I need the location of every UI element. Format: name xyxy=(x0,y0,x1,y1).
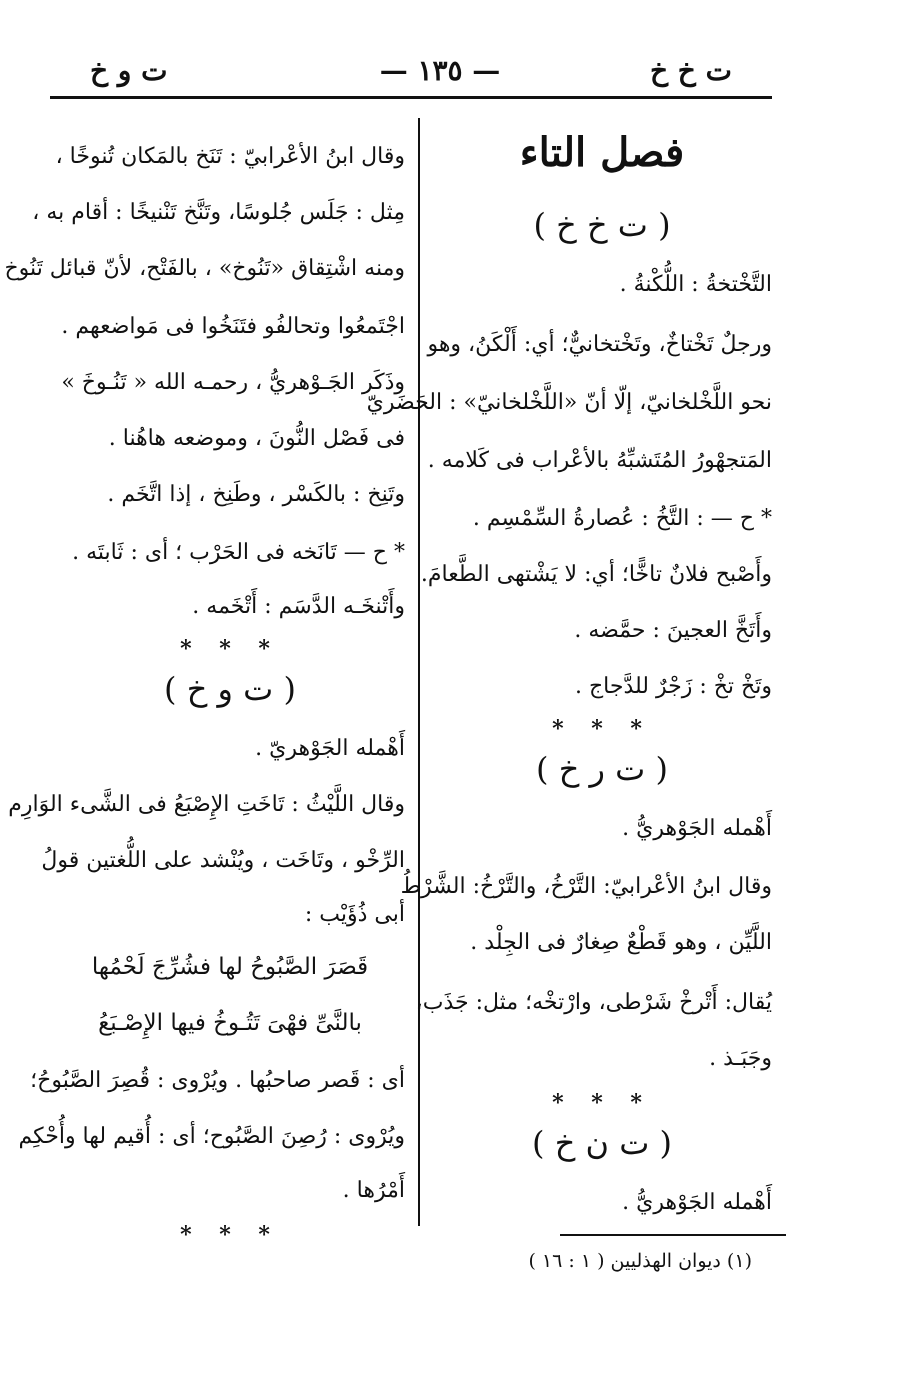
text-line: ويُرْوى : رُصِنَ الصَّبُوح؛ أى : أُقيم لها وأُحْكِم xyxy=(18,1124,405,1149)
text-line: وذَكَر الجَـوْهريُّ ، رحمـه الله « تَنُـوخَ » xyxy=(61,370,405,395)
text-line: وجَبَـذ . xyxy=(709,1046,772,1071)
section-separator: * * * xyxy=(180,1222,280,1248)
text-line: وتَنِخ : بالكَسْر ، وطَنِخ ، إذا اتَّخَم . xyxy=(107,482,405,507)
text-line: أَمْرُها . xyxy=(342,1178,405,1203)
header-root-left: ت و خ xyxy=(90,54,168,87)
page-number: — ١٣٥ — xyxy=(379,54,501,87)
text-line: أَهْمله الجَوْهريّ . xyxy=(255,736,405,761)
text-line: وأَتْنخَـه الدَّسَم : أَتْخَمه . xyxy=(192,594,405,619)
text-line: نحو اللَّخْلخانيّ، إلّا أنّ «اللَّخْلخانيّ» : الحَضَريّ xyxy=(366,390,772,415)
page-header xyxy=(50,48,772,94)
verse-line: بالنَّىِّ فهْىَ تَتُـوخُ فيها الإِصْـبَعُ xyxy=(98,1010,362,1036)
section-title: فصل التاء xyxy=(519,129,685,176)
text-line: وقال ابنُ الأعْرابيّ : تَنَخ بالمَكان تُنوخًا ، xyxy=(55,144,405,169)
text-line: أَهْمله الجَوْهريُّ . xyxy=(622,1190,772,1215)
root-heading: ( ت خ خ ) xyxy=(533,206,671,244)
text-line: مِثل : جَلَس جُلوسًا، وتَنَّخ تَنْنيخًا : أقام به ، xyxy=(32,200,405,225)
text-line: * ح — تَانَخه فى الحَرْب ؛ أى : ثَابتَه . xyxy=(72,540,405,565)
text-line: وأَتَخَّ العجينَ : حمَّضه . xyxy=(574,618,772,643)
text-line: فى فَصْل النُّونَ ، وموضعه هاهُنا . xyxy=(108,426,405,451)
root-heading: ( ت ن خ ) xyxy=(532,1124,672,1162)
text-line: الرِّخْو ، وتَاخَت ، ويُنْشد على اللُّغتين قولُ xyxy=(41,848,405,873)
text-line: ومنه اشْتِقاق «تَنُوخ» ، بالفَتْح، لأنّ قبائل تَنُوخ xyxy=(4,256,405,281)
text-line: أَهْمله الجَوْهريُّ . xyxy=(622,816,772,841)
footnote-rule xyxy=(560,1234,786,1236)
text-line: التَّخْتخةُ : اللُّكْنةُ . xyxy=(619,272,772,297)
text-line: اللَّيِّن ، وهو قَطْعٌ صِغارٌ فى الجِلْد . xyxy=(470,930,772,955)
footnote: (١) ديوان الهذليين ( ١ : ١٦ ) xyxy=(528,1250,752,1272)
text-line: وقال ابنُ الأعْرابيّ: التَّرْخُ، والتَّرْخُ: الشَّرْطُ xyxy=(400,874,772,899)
header-rule xyxy=(50,96,772,99)
text-line: ورجلٌ تَخْتاخٌ، وتَخْتخانيٌّ؛ أي: أَلْكَنُ، وهو xyxy=(427,332,772,357)
root-heading: ( ت ر خ ) xyxy=(536,750,668,788)
section-separator: * * * xyxy=(180,636,280,662)
text-line: وأَصْبح فلانٌ تاخًّا؛ أي: لا يَشْتهى الطَّعامَ. xyxy=(420,562,772,587)
text-line: وقال اللَّيْثُ : تَاخَتِ الإِصْبَعُ فى الشَّىء الوَارِم xyxy=(8,792,405,817)
text-line: أى : قَصر صاحبُها . ويُرْوى : قُصِرَ الصَّبُوحُ؛ xyxy=(30,1068,405,1093)
header-root-right: ت خ خ xyxy=(649,54,732,87)
text-line: يُقال: أَتْرخْ شَرْطى، وارْتخْه؛ مثل: جَذَب، xyxy=(415,990,772,1015)
section-separator: * * * xyxy=(552,1090,652,1116)
verse-line: قَصَرَ الصَّبُوحُ لها فشُرِّجَ لَحْمُها xyxy=(91,954,369,980)
section-separator: * * * xyxy=(552,716,652,742)
text-line: * ح — : التَّخُ : عُصارةُ السِّمْسِم . xyxy=(472,506,772,531)
text-line: أبى ذُؤَيْب : xyxy=(304,902,405,927)
text-line: المَتجهْورُ المُتَشبِّهُ بالأعْراب فى كَلامه . xyxy=(427,448,772,473)
root-heading: ( ت و خ ) xyxy=(164,670,296,708)
text-line: اجْتَمعُوا وتحالفُو فتَنَخُوا فى مَواضعهم . xyxy=(61,314,405,339)
column-divider xyxy=(418,118,420,1226)
text-line: وتَخْ تخْ : زَجْرٌ للدَّجاج . xyxy=(574,674,772,699)
